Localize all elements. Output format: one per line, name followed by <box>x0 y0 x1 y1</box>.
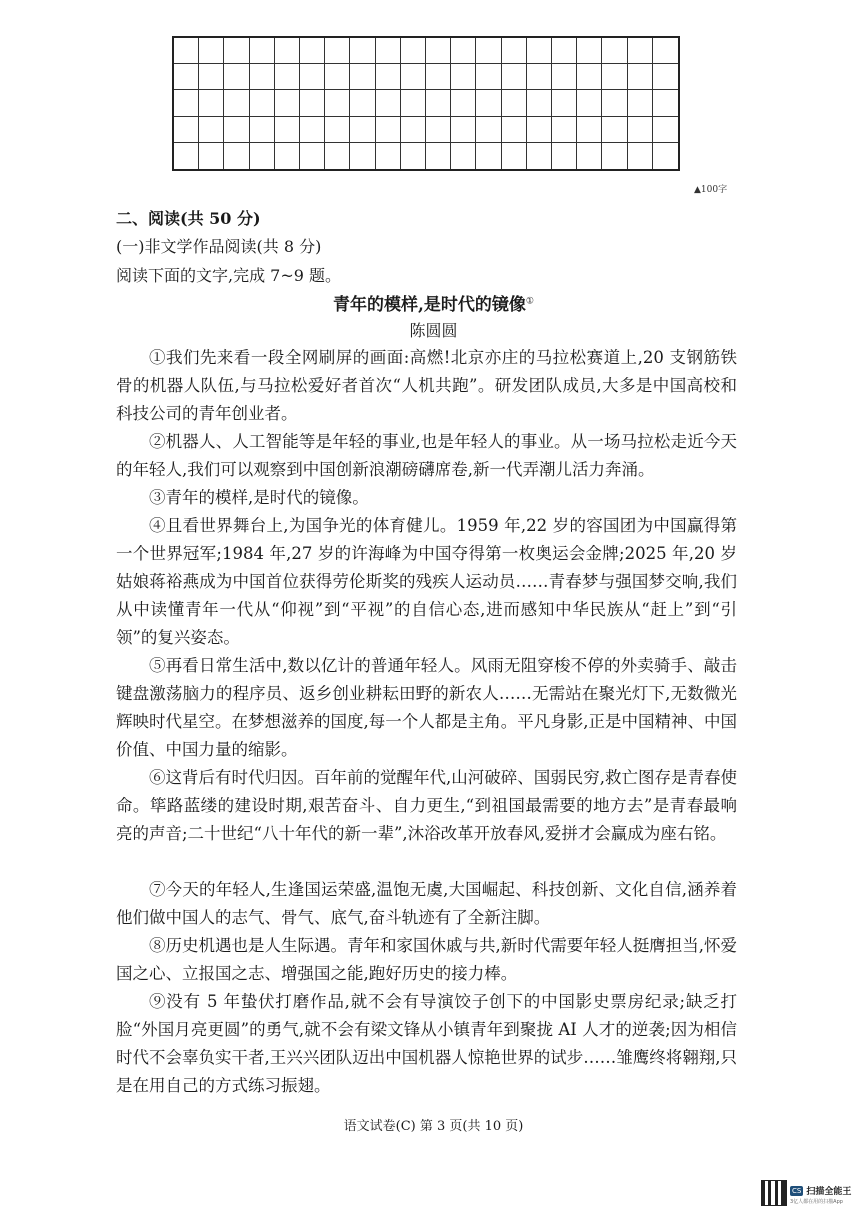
paragraph-2: ②机器人、人工智能等是年轻的事业,也是年轻人的事业。从一场马拉松走近今天的年轻人,我们可以观察到中国创新浪潮磅礴席卷,新一代弄潮儿活力奔涌。 <box>116 432 737 479</box>
instruction: 阅读下面的文字,完成 7~9 题。 <box>116 266 342 285</box>
grid-cell <box>502 38 527 64</box>
paragraph-6: ⑥这背后有时代归因。百年前的觉醒年代,山河破碎、国弱民穷,救亡图存是青春使命。筚路蓝缕的建设时期,艰苦奋斗、自力更生,“到祖国最需要的地方去”是青春最响亮的声音;二十世纪“八十年代的新一辈”,沐浴改革开放春风,爱拼才会赢成为座右铭。 <box>116 768 737 843</box>
grid-cell <box>325 90 350 116</box>
paragraph-5: ⑤再看日常生活中,数以亿计的普通年轻人。风雨无阻穿梭不停的外卖骑手、敲击键盘激荡脑力的程序员、返乡创业耕耘田野的新农人……无需站在聚光灯下,无数微光辉映时代星空。在梦想滋养的国度,每一个人都是主角。平凡身影,正是中国精神、中国价值、中国力量的缩影。 <box>116 656 737 759</box>
grid-cell <box>224 90 249 116</box>
grid-cell <box>451 38 476 64</box>
grid-cell <box>628 143 653 169</box>
grid-cell <box>376 143 401 169</box>
grid-cell <box>451 90 476 116</box>
grid-cell <box>174 64 199 90</box>
grid-cell <box>325 38 350 64</box>
article-title <box>0 290 867 315</box>
section-title: 二、阅读(共 50 分) <box>116 209 261 228</box>
subsection-title: (一)非文学作品阅读(共 8 分) <box>116 237 322 256</box>
grid-cell <box>325 143 350 169</box>
scanner-badge <box>790 1184 851 1197</box>
grid-cell <box>401 117 426 143</box>
grid-cell <box>174 117 199 143</box>
grid-cell <box>653 117 678 143</box>
grid-cell <box>527 90 552 116</box>
grid-cell <box>350 117 375 143</box>
grid-cell <box>426 90 451 116</box>
grid-cell <box>451 143 476 169</box>
grid-cell <box>527 117 552 143</box>
grid-cell <box>199 90 224 116</box>
paragraph-1: ①我们先来看一段全网刷屏的画面:高燃!北京亦庄的马拉松赛道上,20 支钢筋铁骨的机器人队伍,与马拉松爱好者首次“人机共跑”。研发团队成员,大多是中国高校和科技公司的青年创业者。 <box>116 348 737 423</box>
grid-cell <box>426 64 451 90</box>
grid-cell <box>250 117 275 143</box>
grid-cell <box>502 117 527 143</box>
grid-cell <box>199 64 224 90</box>
grid-cell <box>577 143 602 169</box>
grid-cell <box>224 38 249 64</box>
grid-cell <box>174 143 199 169</box>
grid-cell <box>476 117 501 143</box>
grid-cell <box>653 64 678 90</box>
grid-cell <box>426 143 451 169</box>
grid-cell <box>199 143 224 169</box>
grid-cell <box>250 38 275 64</box>
grid-cell <box>325 117 350 143</box>
grid-cell <box>224 143 249 169</box>
grid-cell <box>300 143 325 169</box>
grid-cell <box>275 90 300 116</box>
grid-cell <box>476 64 501 90</box>
grid-cell <box>376 38 401 64</box>
grid-cell <box>275 143 300 169</box>
qr-code-icon <box>761 1180 787 1206</box>
grid-cell <box>426 38 451 64</box>
grid-cell <box>527 143 552 169</box>
grid-cell <box>577 38 602 64</box>
grid-cell <box>401 64 426 90</box>
grid-cell <box>602 143 627 169</box>
grid-cell <box>325 64 350 90</box>
grid-cell <box>426 117 451 143</box>
grid-cell <box>476 38 501 64</box>
grid-cell <box>199 117 224 143</box>
grid-cell <box>275 38 300 64</box>
grid-cell <box>653 143 678 169</box>
grid-cell <box>552 64 577 90</box>
grid-cell <box>653 38 678 64</box>
page-footer: 语文试卷(C) 第 3 页(共 10 页) <box>343 1119 524 1134</box>
grid-cell <box>224 117 249 143</box>
grid-cell <box>401 90 426 116</box>
grid-cell <box>628 90 653 116</box>
grid-cell <box>628 64 653 90</box>
paragraph-3: ③青年的模样,是时代的镜像。 <box>149 488 369 507</box>
grid-cell <box>224 64 249 90</box>
grid-cell <box>577 90 602 116</box>
grid-cell <box>451 117 476 143</box>
grid-cell <box>502 143 527 169</box>
grid-cell <box>602 64 627 90</box>
paragraph-4: ④且看世界舞台上,为国争光的体育健儿。1959 年,22 岁的容国团为中国赢得第一个世界冠军;1984 年,27 岁的许海峰为中国夺得第一枚奥运会金牌;2025 年,20 岁姑娘蒋裕燕成为中国首位获得劳伦斯奖的残疾人运动员……青春梦与强国梦交响,我们从中读懂青年一代从“仰视”到“平视”的自信心态,进而感知中华民族从“赶上”到“引领”的复兴姿态。 <box>116 516 737 647</box>
scanner-logo: CS <box>792 1186 802 1195</box>
grid-cell <box>476 90 501 116</box>
grid-cell <box>577 117 602 143</box>
word-count-mark: ▲100字 <box>694 185 728 195</box>
grid-cell <box>577 64 602 90</box>
grid-cell <box>376 90 401 116</box>
grid-cell <box>527 38 552 64</box>
article-title-text: 青年的模样,是时代的镜像 <box>333 295 526 315</box>
grid-cell <box>602 117 627 143</box>
grid-cell <box>199 38 224 64</box>
writing-grid <box>172 36 680 171</box>
grid-cell <box>300 117 325 143</box>
grid-cell <box>552 38 577 64</box>
scanner-subtitle: 3亿人都在用的扫描App <box>790 1199 843 1205</box>
grid-cell <box>300 38 325 64</box>
grid-cell <box>350 143 375 169</box>
grid-cell <box>628 117 653 143</box>
article-author: 陈圆圆 <box>409 321 458 340</box>
grid-cell <box>250 90 275 116</box>
grid-cell <box>502 90 527 116</box>
grid-cell <box>250 143 275 169</box>
grid-cell <box>653 90 678 116</box>
grid-cell <box>628 38 653 64</box>
grid-cell <box>275 64 300 90</box>
grid-cell <box>451 64 476 90</box>
grid-cell <box>401 38 426 64</box>
paragraph-8: ⑧历史机遇也是人生际遇。青年和家国休戚与共,新时代需要年轻人挺膺担当,怀爱国之心、立报国之志、增强国之能,跑好历史的接力棒。 <box>116 936 737 983</box>
grid-cell <box>502 64 527 90</box>
title-footnote-mark: ① <box>525 296 534 307</box>
grid-cell <box>350 64 375 90</box>
grid-cell <box>350 90 375 116</box>
grid-cell <box>350 38 375 64</box>
scanner-title: 扫描全能王 <box>806 1187 852 1197</box>
grid-cell <box>250 64 275 90</box>
grid-cell <box>376 117 401 143</box>
grid-cell <box>300 90 325 116</box>
grid-cell <box>602 90 627 116</box>
grid-cell <box>552 117 577 143</box>
grid-cell <box>476 143 501 169</box>
grid-cell <box>552 90 577 116</box>
grid-cell <box>527 64 552 90</box>
grid-cell <box>300 64 325 90</box>
grid-cell <box>174 90 199 116</box>
paragraph-9: ⑨没有 5 年蛰伏打磨作品,就不会有导演饺子创下的中国影史票房纪录;缺乏打脸“外国月亮更圆”的勇气,就不会有梁文锋从小镇青年到聚拢 AI 人才的逆袭;因为相信时代不会辜负实干者,王兴兴团队迈出中国机器人惊艳世界的试步……雏鹰终将翱翔,只是在用自己的方式练习振翅。 <box>116 992 737 1095</box>
grid-cell <box>401 143 426 169</box>
grid-cell <box>275 117 300 143</box>
grid-cell <box>552 143 577 169</box>
grid-cell <box>602 38 627 64</box>
grid-cell <box>174 38 199 64</box>
grid-cell <box>376 64 401 90</box>
paragraph-7: ⑦今天的年轻人,生逢国运荣盛,温饱无虞,大国崛起、科技创新、文化自信,涵养着他们做中国人的志气、骨气、底气,奋斗轨迹有了全新注脚。 <box>116 880 737 927</box>
